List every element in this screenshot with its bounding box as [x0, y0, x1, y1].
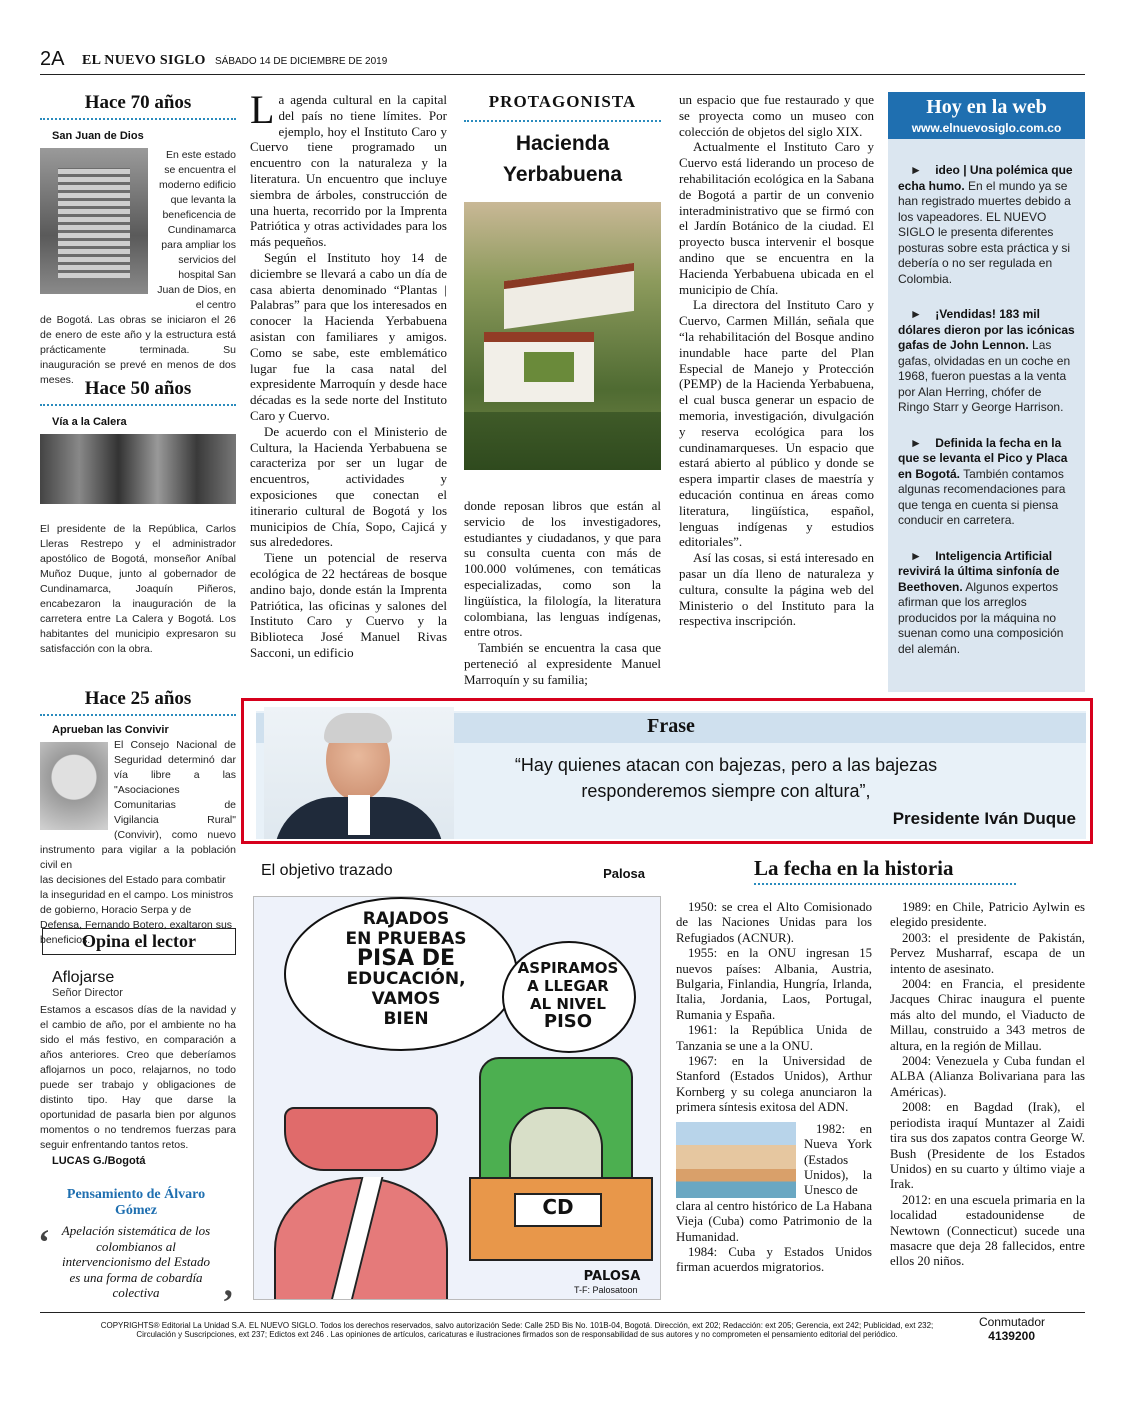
article-paragraph: un espacio que fue restaurado y que se proyecta como un museo con colección de objetos del siglo XIX. [679, 92, 874, 139]
bubble-left-text: RAJADOS EN PRUEBAS PISA DE EDUCACIÓN, VAMOS BIEN [345, 909, 467, 1029]
pensamiento-quote: Apelación sistemática de los colombianos al intervencionismo del Estado es una forma de cobardía colectiva [61, 1223, 211, 1300]
article-column-2 [464, 498, 661, 688]
hace-70-title: Hace 70 años [84, 92, 192, 113]
hace-50-subhead: Vía a la Calera [52, 416, 127, 428]
web-item[interactable]: ► Definida la fecha en la que se levanta el Pico y Placa en Bogotá. También contamos algunas recomendaciones para que tenga en cuenta si piensa conducir en carretera. [898, 435, 1068, 527]
hospital-photo [40, 148, 148, 294]
frase-quote-line-2: responderemos siempre con altura”, [581, 781, 871, 801]
pensamiento-title: Pensamiento de Álvaro Gómez [66, 1187, 206, 1218]
hoy-en-la-web-box [888, 92, 1085, 692]
history-column-1 [676, 900, 872, 1276]
cartoon-character-left [274, 1107, 434, 1300]
article-paragraph: También se encuentra la casa que perteneció al expresidente Manuel Marroquín y su familia; [464, 640, 661, 687]
hace-25-text: las decisiones del Estado para combatir la inseguridad en el campo. Los ministros de gobierno, Horacio Serpa y de Defensa, Fernando Botero, exaltaron sus beneficios. [40, 874, 234, 946]
history-entry: 2008: en Bagdad (Irak), el periodista iraquí Muntazer al Zaidi tira sus dos zapatos contra George W. Bush (Presidente de los Estados Unidos) en su cuarto y último viaje a Irak. [890, 1100, 1085, 1192]
opina-section [40, 928, 236, 1167]
history-title: La fecha en la historia [754, 856, 954, 880]
protagonist-name: Hacienda Yerbabuena [502, 132, 623, 186]
letter-text: Estamos a escasos días de la navidad y el cambio de año, por el ambiente no ha sido el más festivo, en comparación a años anteriores. Creo que deberíamos aflojarnos un poco, relajarnos, no todo puede ser trabajo y obligaciones de distinto tipo. Hay que darse la oportunidad de pasarla bien por algunos momentos o no tendremos fuerzas para seguir enfrentando tantos retos. [40, 1004, 236, 1151]
history-entry: clara al centro histórico de La Habana Vieja (Cuba) como Patrimonio de la Humanidad. [676, 1198, 872, 1244]
history-column-2 [890, 900, 1085, 1270]
history-entry: 2004: Venezuela y Cuba fundan el ALBA (Alianza Bolivariana para las Américas). [890, 1054, 1085, 1099]
history-entry: 2012: en una escuela primaria en la localidad estadounidense de Newtown (Connecticut) sucede una masacre que deja 28 fallecidos, entre ellos 20 niños. [890, 1192, 1085, 1269]
masthead [40, 48, 1085, 75]
cartoon-credit: T-F: Palosatoon [574, 1285, 638, 1295]
history-entry: 1955: en la ONU ingresan 15 nuevos países: Albania, Austria, Bulgaria, Finlandia, Hungría, Irlanda, Italia, Jordania, Laos, Portugal, Rumania y España. [676, 946, 872, 1022]
article-paragraph: De acuerdo con el Ministerio de Cultura, la Hacienda Yerbabuena se caracteriza por ser un lugar de encuentros, actividades y exposiciones que conectan el itinerario cultural de Bogotá y los municipios de Chía, Sopo, Cajicá y sus alrededores. [250, 423, 447, 550]
hace-25-subhead: Aprueban las Convivir [52, 724, 169, 736]
arrow-icon: ► [910, 307, 936, 321]
conmutador-label: Conmutador [978, 1315, 1045, 1329]
hace-70-text-wrap: En este estado se encuentra el moderno edificio que levanta la beneficencia de Cundinamarca para ampliar los servicios del hospital San Juan de Dios, en el centro [157, 149, 236, 311]
history-entry: 2003: el presidente de Pakistán, Pervez Musharraf, escapa de un intento de asesinato. [890, 930, 1085, 976]
cartoon-artist: Palosa [603, 866, 645, 881]
article-column-1 [250, 87, 447, 661]
cartoon-title: El objetivo trazado [261, 862, 393, 879]
paper-name: EL NUEVO SIGLO [82, 53, 206, 68]
history-entry: 1950: se crea el Alto Comisionado de las Naciones Unidas para los Refugiados (ACNUR). [676, 900, 872, 945]
article-paragraph: La agenda cultural en la capital del país no tiene límites. Por ejemplo, hoy el Instituto Caro y Cuervo tiene programado un encuentro con la naturaleza y la literatura. Un encuentro que incluye siembra de árboles, construcción de una huerta, recorrido por la Imprenta Patriótica y otras actividades para los más pequeños. [250, 87, 447, 250]
footer-copyright: COPYRIGHTS® Editorial La Unidad S.A. EL NUEVO SIGLO. Todos los derechos reservados, salvo autorización Sede: Calle 25D Bis No. 101B-04, Bogotá. Dirección, ext 202; Redacción: ext 205; Gerencia, ext 242; Publicidad, ext 232; [100, 1321, 934, 1330]
dotted-rule [40, 118, 236, 120]
history-entry: 2004: en Francia, el presidente Jacques Chirac inaugura el puente más alto del mundo, el Viaducto de Millau, construido a 343 metros de altura, en la región de Millau. [890, 977, 1085, 1053]
history-entry: 1961: la República Unida de Tanzania se une a la ONU. [676, 1023, 872, 1053]
arrow-icon: ► [910, 163, 936, 177]
drop-cap: L [250, 87, 275, 132]
duque-photo [264, 707, 454, 839]
history-entry: 1989: en Chile, Patricio Aylwin es elegido presidente. [890, 900, 1085, 930]
history-entry: 1967: en la Universidad de Stanford (Estados Unidos), Arthur Kornberg y su colega anunciaron la primera síntesis exitosa del ADN. [676, 1054, 872, 1115]
hace-50-section [40, 378, 236, 657]
web-item[interactable]: ► ¡Vendidas! 183 mil dólares dieron por las icónicas gafas de John Lennon. Las gafas, olvidadas en un coche en 1968, fueron puestas a la venta por Alan Herring, chófer de Ringo Starr y George Harrison. [898, 307, 1075, 414]
hace-70-text: de Bogotá. Las obras se iniciaron el 26 de enero de este año y la estructura está prácticamente terminada. Su inauguración se prevé en menos de dos meses. [40, 314, 236, 386]
footer [40, 1312, 1085, 1343]
arrow-icon: ► [910, 548, 936, 563]
pensamiento-section [36, 1187, 236, 1322]
cartoon-signature: PALOSA [583, 1269, 641, 1284]
letter-salutation: Señor Director [52, 987, 123, 999]
web-item[interactable]: ► ideo | Una polémica que echa humo. En el mundo ya se han registrado muertes debido a los vapeadores. EL NUEVO SIGLO le presenta diferentes posturas sobre esta práctica y si debería o no ser regulada en Colombia. [898, 163, 1073, 286]
article-paragraph: donde reposan libros que están al servicio de los investigadores, estudiantes y ciudadanos, y que para su consulta cuenta con más de 100.000 volúmenes, con temáticas especializadas, como son la lingüística, la filología, la literatura colombiana, las lenguas indígenas, entre otros. [464, 498, 661, 640]
dotted-rule [40, 404, 236, 406]
inauguration-photo [40, 434, 236, 504]
hace-70-section [40, 92, 236, 388]
arrow-icon: ► [910, 435, 936, 450]
frase-box [241, 698, 1093, 844]
cartoon-frame [253, 896, 661, 1300]
page-number: 2A [40, 48, 65, 70]
article-paragraph: Así las cosas, si está interesado en pasar un día lleno de naturaleza y cultura, consulte la página web del Ministerio o del Instituto para la respectiva inscripción. [679, 550, 874, 629]
web-item[interactable]: ► Inteligencia Artificial revivirá la última sinfonía de Beethoven. Algunos expertos afirman que los arreglos producidos por la máquina no suenan como una composición del alemán. [898, 548, 1064, 656]
hace-25-title: Hace 25 años [84, 688, 192, 709]
havana-photo [676, 1122, 796, 1198]
history-entry: 1984: Cuba y Estados Unidos firman acuerdos migratorios. [676, 1244, 872, 1275]
hace-50-title: Hace 50 años [84, 378, 192, 399]
close-quote-icon: ’ [222, 1281, 234, 1322]
article-paragraph: Según el Instituto hoy 14 de diciembre se llevará a cabo un día de casa abierta denominado “Plantas | Palabras” para que los interesados en conocer la Hacienda Yerbabuena asistan con familiares y amigos. Como se sabe, este emblemático lugar fue la casa natal del expresidente Marroquín y desde hace décadas es la sede norte del Instituto Caro y Cuervo. [250, 249, 447, 423]
portrait-photo [40, 742, 108, 830]
dotted-rule [464, 120, 661, 122]
web-box-header [888, 92, 1085, 139]
dotted-rule [40, 714, 236, 716]
protagonista-block [464, 92, 661, 470]
hace-25-text-wrap: El Consejo Nacional de Seguridad determinó dar vía libre a las "Asociaciones Comunitarias de Vigilancia Rural" (Convivir), como nuevo instrumento para vigilar a la población civil en [40, 739, 236, 871]
web-url[interactable]: www.elnuevosiglo.com.co [911, 121, 1062, 135]
cartoon-section [253, 860, 661, 1300]
history-entry: 1982: en Nueva York (Estados Unidos), la Unesco de [804, 1121, 872, 1198]
hace-50-text: El presidente de la República, Carlos Lleras Restrepo y el administrador apostólico de Bogotá, monseñor Aníbal Muñoz Duque, junto al gobernador de Cundinamarca, Joaquín Piñeros, encabezaron la inauguración de la carretera entre La Calera y Bogotá. Los habitantes del municipio expresaron su satisfacción con la obra. [40, 523, 236, 655]
frase-title: Frase [647, 715, 695, 737]
hace-25-section [40, 688, 236, 948]
desk-label: CD [542, 1195, 574, 1219]
issue-date: SÁBADO 14 DE DICIEMBRE DE 2019 [215, 56, 388, 67]
section-label: PROTAGONISTA [488, 92, 637, 111]
hace-70-subhead: San Juan de Dios [52, 130, 144, 142]
opina-title: Opina el lector [42, 928, 236, 955]
article-paragraph: Actualmente el Instituto Caro y Cuervo está liderando un proceso de rehabilitación ecológica en la Sabana de Bogotá a partir de un convenio interadministrativo que se firmó con el Jardín Botánico de la ciudad. El proyecto busca intervenir el bosque andino que se encuentra en la Hacienda Yerbabuena ubicada en el municipio de Chía. [679, 139, 874, 297]
dotted-rule [754, 883, 1016, 885]
footer-notice: Circulación y Suscripciones, ext 237; Edictos ext 246 . Las opiniones de artículos, caricaturas e ilustraciones firmados son de responsabilidad de sus autores y no comprometen el pensamiento editorial del periódico. [136, 1330, 898, 1339]
article-paragraph: Tiene un potencial de reserva ecológica de 22 hectáreas de bosque andino bajo, donde están la Imprenta Patriótica, las oficinas y salones del Instituto Caro y Cuervo y la Biblioteca José Manuel Rivas Sacconi, un edificio [250, 550, 447, 660]
letter-title: Aflojarse [52, 969, 115, 986]
bubble-right-text: ASPIRAMOS A LLEGAR AL NIVEL PISO [517, 959, 619, 1032]
open-quote-icon: ‘ [38, 1222, 50, 1262]
frase-author: Presidente Iván Duque [892, 809, 1076, 828]
frase-quote-line-1: “Hay quienes atacan con bajezas, pero a las bajezas [514, 755, 938, 775]
article-paragraph: La directora del Instituto Caro y Cuervo, Carmen Millán, señala que “la rehabilitación del Bosque andino inundable hace parte del Plan Especial de Manejo y Protección (PEMP) de la Hacienda Yerbabuena, el cual busca generar un espacio de memoria, investigación, divulgación y reserva ecológica para los cundinamarqueses. Un espacio que estará abierto al público y donde se espera impartir clases de maestría y educación continua en áreas como literatura, lingüística, español, lenguas indígenas y estudios editoriales”. [679, 297, 874, 550]
history-section [676, 856, 1086, 885]
web-box-title: Hoy en la web [926, 96, 1047, 118]
letter-signature: LUCAS G./Bogotá [52, 1155, 146, 1167]
conmutador-number: 4139200 [988, 1329, 1035, 1343]
article-column-3 [679, 92, 874, 629]
hacienda-photo [464, 202, 661, 470]
